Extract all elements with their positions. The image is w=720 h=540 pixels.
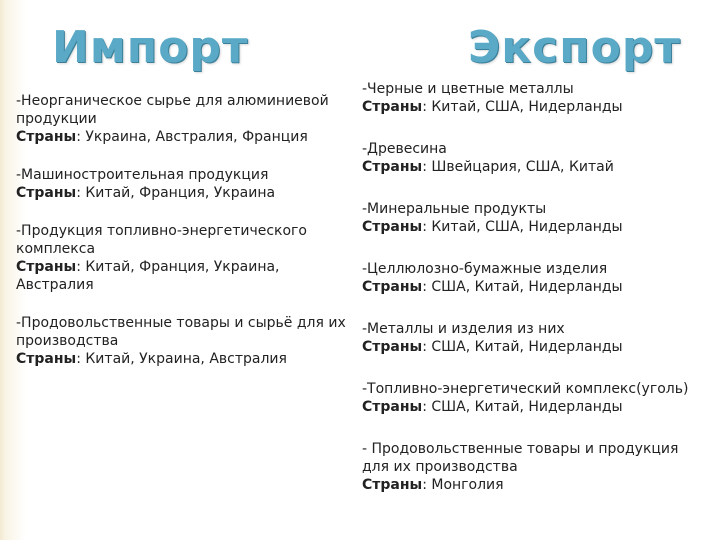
export-countries: : Китай, США, Нидерланды xyxy=(422,219,623,235)
export-item xyxy=(362,200,707,236)
import-product: -Продовольственные товары и сырьё для их производства xyxy=(16,315,346,349)
export-countries: : США, Китай, Нидерланды xyxy=(422,279,623,295)
export-countries: : Монголия xyxy=(422,477,504,493)
import-countries: : Китай, Украина, Австралия xyxy=(76,351,287,367)
countries-label: Страны xyxy=(362,399,423,415)
countries-label: Страны xyxy=(362,159,423,175)
import-countries: : Китай, Франция, Украина, Австралия xyxy=(16,259,280,293)
countries-label: Страны xyxy=(16,129,77,145)
export-product: -Черные и цветные металлы xyxy=(362,81,574,97)
export-product: -Древесина xyxy=(362,141,447,157)
import-item xyxy=(16,92,354,146)
import-countries: : Китай, Франция, Украина xyxy=(76,185,276,201)
export-heading: Экспорт xyxy=(468,22,681,73)
import-heading: Импорт xyxy=(52,22,249,73)
export-countries: : США, Китай, Нидерланды xyxy=(422,339,623,355)
import-item xyxy=(16,314,354,368)
countries-label: Страны xyxy=(362,339,423,355)
export-countries: : США, Китай, Нидерланды xyxy=(422,399,623,415)
export-item xyxy=(362,440,707,494)
countries-label: Страны xyxy=(362,99,423,115)
export-item xyxy=(362,140,707,176)
export-item xyxy=(362,80,707,116)
export-countries: : Швейцария, США, Китай xyxy=(422,159,614,175)
import-countries: : Украина, Австралия, Франция xyxy=(76,129,308,145)
countries-label: Страны xyxy=(362,219,423,235)
export-product: -Металлы и изделия из них xyxy=(362,321,565,337)
export-product: -Целлюлозно-бумажные изделия xyxy=(362,261,608,277)
countries-label: Страны xyxy=(16,351,77,367)
countries-label: Страны xyxy=(16,185,77,201)
export-item xyxy=(362,380,707,416)
export-product: -Минеральные продукты xyxy=(362,201,547,217)
export-countries: : Китай, США, Нидерланды xyxy=(422,99,623,115)
countries-label: Страны xyxy=(16,259,77,275)
import-product: -Машиностроительная продукция xyxy=(16,167,269,183)
export-item xyxy=(362,320,707,356)
import-product: -Неорганическое сырье для алюминиевой продукции xyxy=(16,93,329,127)
import-column xyxy=(16,92,354,388)
export-product: -Топливно-энергетический комплекс(уголь) xyxy=(362,381,689,397)
export-item xyxy=(362,260,707,296)
import-item xyxy=(16,222,354,294)
export-column xyxy=(362,80,707,518)
import-product: -Продукция топливно-энергетического комплекса xyxy=(16,223,307,257)
countries-label: Страны xyxy=(362,477,423,493)
import-item xyxy=(16,166,354,202)
export-product: - Продовольственные товары и продукция для их производства xyxy=(362,441,679,475)
countries-label: Страны xyxy=(362,279,423,295)
